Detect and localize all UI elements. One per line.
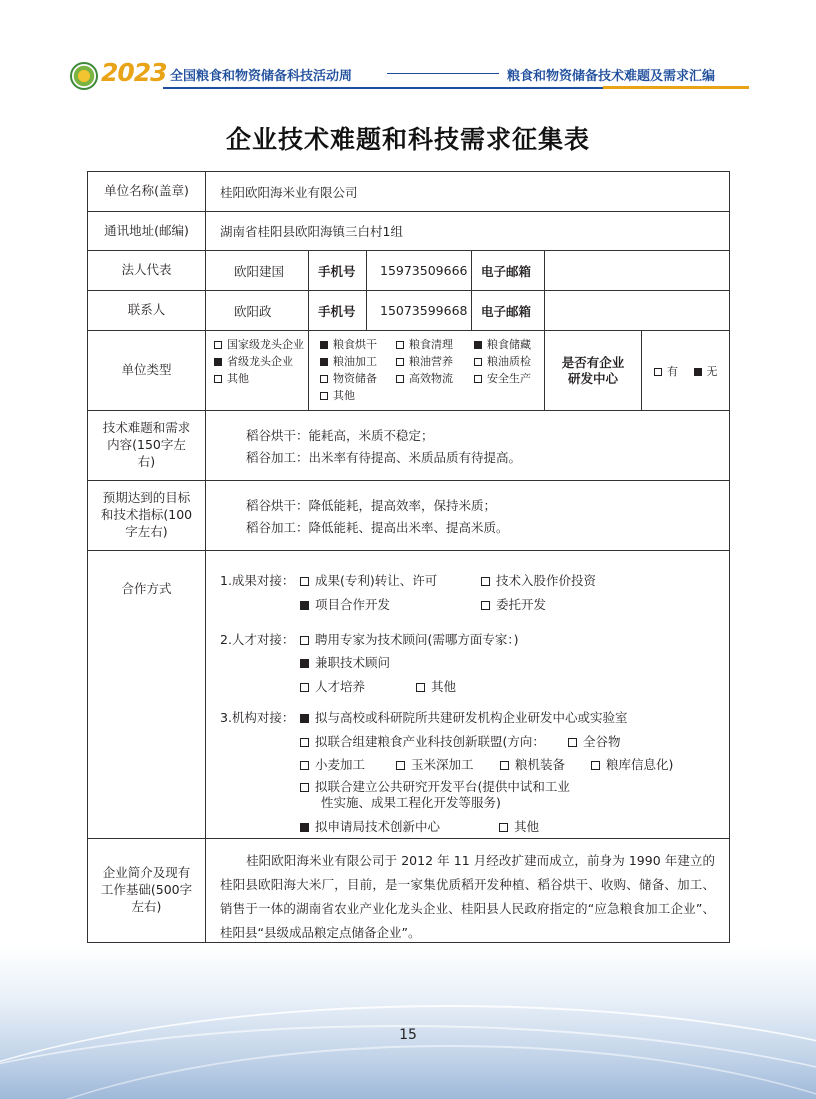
option-label: 拟与高校或科研院所共建研发机构企业研发中心或实验室 bbox=[315, 710, 628, 725]
row-goals bbox=[88, 481, 729, 551]
coop-option-training[interactable] bbox=[300, 677, 365, 695]
checkbox-checked-icon bbox=[300, 823, 309, 832]
coop-option-patent[interactable] bbox=[300, 571, 437, 589]
cell-divider bbox=[308, 291, 309, 330]
option-label: 玉米深加工 bbox=[411, 757, 474, 772]
unit-type-col3 bbox=[396, 336, 453, 387]
tech-problem-label: 技术难题和需求内容(150字左右) bbox=[88, 411, 206, 480]
option-label: 高效物流 bbox=[409, 372, 453, 385]
checkbox-icon bbox=[654, 368, 662, 376]
coop-option-corn[interactable] bbox=[396, 755, 474, 773]
coop-option-wheat[interactable] bbox=[300, 755, 365, 773]
checkbox-icon bbox=[481, 601, 490, 610]
checkbox-icon bbox=[396, 375, 404, 383]
coop-group3-title: 3.机构对接： bbox=[220, 710, 295, 725]
checkbox-icon bbox=[481, 577, 490, 586]
tech-problem-line: 稻谷烘干：能耗高，米质不稳定； bbox=[246, 428, 434, 443]
cell-divider bbox=[366, 291, 367, 330]
checkbox-icon bbox=[591, 761, 600, 770]
coop-option-joint-dev[interactable] bbox=[300, 595, 390, 613]
checkbox-checked-icon bbox=[694, 368, 702, 376]
legal-rep-name: 欧阳建国 bbox=[234, 263, 285, 279]
option-label: 技术入股作价投资 bbox=[496, 573, 597, 588]
footer-decoration bbox=[0, 945, 816, 1099]
option-other-1[interactable] bbox=[214, 370, 304, 387]
checkbox-checked-icon bbox=[300, 714, 309, 723]
coop-option-alliance[interactable] bbox=[300, 732, 545, 750]
unit-type-col2 bbox=[320, 336, 377, 404]
checkbox-icon bbox=[214, 341, 222, 349]
header-divider bbox=[387, 73, 499, 74]
option-national-leader[interactable] bbox=[214, 336, 304, 353]
page-title: 企业技术难题和科技需求征集表 bbox=[225, 125, 590, 154]
option-label: 拟联合建立公共研究开发平台(提供中试和工业 bbox=[315, 779, 570, 794]
cell-divider bbox=[471, 251, 472, 290]
coop-option-part-time[interactable] bbox=[300, 653, 390, 671]
option-label: 粮食烘干 bbox=[333, 338, 377, 351]
coop-option-other-2[interactable] bbox=[416, 677, 456, 695]
row-unit-type bbox=[88, 331, 729, 411]
grain-logo-icon bbox=[70, 62, 98, 90]
checkbox-checked-icon bbox=[300, 601, 309, 610]
legal-phone-label: 手机号 bbox=[318, 263, 356, 279]
rd-no-option[interactable] bbox=[694, 365, 718, 378]
form-table bbox=[87, 171, 730, 943]
rd-center-options bbox=[654, 363, 718, 379]
rd-center-label: 是否有企业研发中心 bbox=[561, 355, 625, 386]
option-label: 小麦加工 bbox=[315, 757, 366, 772]
checkbox-icon bbox=[300, 636, 309, 645]
option-label: 其他 bbox=[333, 389, 355, 402]
checkbox-icon bbox=[320, 375, 328, 383]
cell-divider bbox=[366, 251, 367, 290]
row-contact bbox=[88, 291, 729, 331]
address-value: 湖南省桂阳县欧阳海镇三白村1组 bbox=[220, 224, 403, 239]
option-label: 粮油质检 bbox=[487, 355, 531, 368]
option-quality-inspection[interactable] bbox=[474, 353, 531, 370]
rd-yes-option[interactable] bbox=[654, 365, 678, 378]
option-material-reserve[interactable] bbox=[320, 370, 377, 387]
coop-option-other-3[interactable] bbox=[499, 817, 539, 835]
contact-phone-label: 手机号 bbox=[318, 303, 356, 319]
row-unit-name bbox=[88, 172, 729, 212]
checkbox-icon bbox=[320, 392, 328, 400]
option-label: 粮食清理 bbox=[409, 338, 453, 351]
checkbox-icon bbox=[300, 577, 309, 586]
coop-option-platform[interactable] bbox=[300, 779, 570, 811]
address-label: 通讯地址(邮编) bbox=[88, 212, 206, 250]
option-grain-drying[interactable] bbox=[320, 336, 377, 353]
checkbox-icon bbox=[300, 683, 309, 692]
coop-option-commission[interactable] bbox=[481, 595, 546, 613]
cell-divider bbox=[308, 331, 309, 410]
option-label: 兼职技术顾问 bbox=[315, 655, 391, 670]
option-label: 人才培养 bbox=[315, 679, 366, 694]
goals-line: 稻谷加工：降低能耗、提高出米率、提高米质。 bbox=[246, 520, 509, 535]
cell-divider bbox=[308, 251, 309, 290]
row-cooperation bbox=[88, 551, 729, 839]
checkbox-icon bbox=[396, 341, 404, 349]
header-rule-gold bbox=[603, 86, 749, 89]
coop-option-innovation-center[interactable] bbox=[300, 817, 440, 835]
option-label: 拟申请局技术创新中心 bbox=[315, 819, 441, 834]
page-header bbox=[0, 50, 816, 94]
option-oil-nutrition[interactable] bbox=[396, 353, 453, 370]
option-label: 省级龙头企业 bbox=[227, 355, 293, 368]
goals-label: 预期达到的目标和技术指标(100字左右) bbox=[88, 481, 206, 550]
contact-email-label: 电子邮箱 bbox=[481, 303, 532, 319]
coop-group1-title: 1.成果对接： bbox=[220, 573, 295, 588]
unit-name-label: 单位名称(盖章) bbox=[88, 172, 206, 211]
checkbox-icon bbox=[396, 761, 405, 770]
header-publication-title: 粮食和物资储备技术难题及需求汇编 bbox=[507, 69, 716, 84]
unit-type-label: 单位类型 bbox=[88, 331, 206, 410]
coop-option-hire-expert[interactable] bbox=[300, 630, 519, 648]
checkbox-icon bbox=[499, 823, 508, 832]
coop-group2-title: 2.人才对接： bbox=[220, 632, 295, 647]
contact-phone-value: 15073599668 bbox=[380, 303, 468, 318]
header-event-title: 全国粮食和物资储备科技活动周 bbox=[170, 69, 353, 84]
option-label: 国家级龙头企业 bbox=[227, 338, 304, 351]
header-year: 2023 bbox=[101, 58, 167, 87]
option-label: 粮库信息化) bbox=[606, 757, 674, 772]
unit-type-col4 bbox=[474, 336, 531, 387]
checkbox-checked-icon bbox=[320, 358, 328, 366]
checkbox-checked-icon bbox=[214, 358, 222, 366]
option-label: 全谷物 bbox=[583, 734, 621, 749]
page-number: 15 bbox=[399, 1027, 417, 1043]
checkbox-icon bbox=[396, 358, 404, 366]
option-oil-processing[interactable] bbox=[320, 353, 377, 370]
legal-phone-value: 15973509666 bbox=[380, 263, 468, 278]
legal-email-label: 电子邮箱 bbox=[481, 263, 532, 279]
checkbox-icon bbox=[568, 738, 577, 747]
legal-rep-label: 法人代表 bbox=[88, 251, 206, 290]
checkbox-icon bbox=[416, 683, 425, 692]
cell-divider bbox=[544, 291, 545, 330]
option-label: 其他 bbox=[227, 372, 249, 385]
cell-divider bbox=[544, 251, 545, 290]
checkbox-icon bbox=[474, 375, 482, 383]
checkbox-checked-icon bbox=[300, 659, 309, 668]
option-label: 其他 bbox=[431, 679, 457, 694]
checkbox-icon bbox=[300, 761, 309, 770]
option-label: 成果(专利)转让、许可 bbox=[315, 573, 438, 588]
company-intro-text bbox=[206, 839, 729, 942]
header-rule-blue bbox=[163, 87, 603, 89]
option-label: 粮食储藏 bbox=[487, 338, 531, 351]
row-legal-rep bbox=[88, 251, 729, 291]
option-label: 安全生产 bbox=[487, 372, 531, 385]
option-label: 聘用专家为技术顾问(需哪方面专家：) bbox=[315, 632, 519, 647]
cooperation-options bbox=[206, 551, 729, 838]
checkbox-checked-icon bbox=[320, 341, 328, 349]
contact-label: 联系人 bbox=[88, 291, 206, 330]
intro-paragraph: 桂阳欧阳海米业有限公司于 2012 年 11 月经改扩建而成立，前身为 1990 年建立的桂阳县欧阳海大米厂，目前，是一家集优质稻开发种植、稻谷烘干、收购、储备、加工、销售于一体的湖南省农业产业化龙头企业、桂阳县人民政府指定的“应急粮食加工企业”、桂阳县“县级成品粮定点储备企业”。 bbox=[220, 853, 715, 940]
cooperation-label: 合作方式 bbox=[88, 551, 206, 838]
tech-problem-content bbox=[206, 411, 729, 480]
option-grain-storage[interactable] bbox=[474, 336, 531, 353]
row-company-intro bbox=[88, 839, 729, 942]
cell-divider bbox=[471, 291, 472, 330]
option-other-2[interactable] bbox=[320, 387, 377, 404]
checkbox-icon bbox=[214, 375, 222, 383]
coop-option-depot-info[interactable] bbox=[591, 755, 673, 773]
option-provincial-leader[interactable] bbox=[214, 353, 304, 370]
option-safety[interactable] bbox=[474, 370, 531, 387]
option-label-continued: 性实施、成果工程化开发等服务) bbox=[321, 795, 501, 810]
option-label: 粮机装备 bbox=[515, 757, 566, 772]
goals-content bbox=[206, 481, 729, 550]
row-tech-problem bbox=[88, 411, 729, 481]
option-grain-cleaning[interactable] bbox=[396, 336, 453, 353]
company-intro-label: 企业简介及现有工作基础(500字左右) bbox=[88, 839, 206, 942]
goals-line: 稻谷烘干：降低能耗，提高效率，保持米质； bbox=[246, 498, 497, 513]
coop-option-equity[interactable] bbox=[481, 571, 596, 589]
option-label: 无 bbox=[706, 365, 718, 378]
coop-option-machinery[interactable] bbox=[500, 755, 565, 773]
unit-type-col1 bbox=[214, 336, 304, 387]
option-label: 项目合作开发 bbox=[315, 597, 391, 612]
option-label: 拟联合组建粮食产业科技创新联盟(方向： bbox=[315, 734, 545, 749]
option-logistics[interactable] bbox=[396, 370, 453, 387]
cell-divider bbox=[641, 331, 642, 410]
tech-problem-line: 稻谷加工：出米率有待提高、米质品质有待提高。 bbox=[246, 450, 522, 465]
checkbox-checked-icon bbox=[474, 341, 482, 349]
contact-name: 欧阳政 bbox=[234, 303, 272, 319]
coop-option-rd-center[interactable] bbox=[300, 708, 628, 726]
option-label: 粮油营养 bbox=[409, 355, 453, 368]
row-address bbox=[88, 212, 729, 251]
checkbox-icon bbox=[500, 761, 509, 770]
option-label: 其他 bbox=[514, 819, 540, 834]
checkbox-icon bbox=[300, 783, 309, 792]
option-label: 委托开发 bbox=[496, 597, 547, 612]
option-label: 有 bbox=[667, 365, 678, 378]
coop-option-whole-grain[interactable] bbox=[568, 732, 621, 750]
unit-name-value: 桂阳欧阳海米业有限公司 bbox=[220, 184, 358, 200]
checkbox-icon bbox=[300, 738, 309, 747]
option-label: 物资储备 bbox=[333, 372, 377, 385]
option-label: 粮油加工 bbox=[333, 355, 377, 368]
checkbox-icon bbox=[474, 358, 482, 366]
